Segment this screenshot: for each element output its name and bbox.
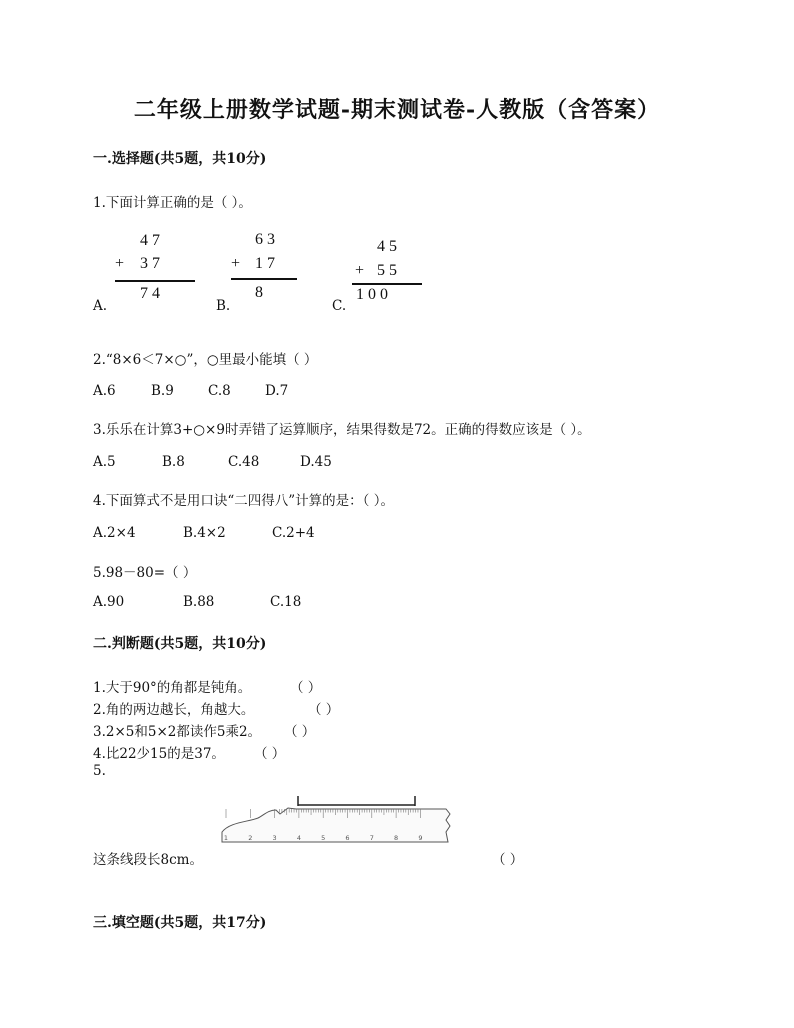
calc-b-label: B.: [216, 298, 231, 314]
ruler-tick-label: 9: [418, 834, 423, 842]
ruler-tick-label: 6: [345, 834, 350, 842]
q2-option-d[interactable]: D.7: [265, 383, 289, 399]
ruler-tick-label: 3: [272, 834, 277, 842]
q4-option-a[interactable]: A.2×4: [93, 525, 136, 541]
calc-c-line: [352, 283, 422, 285]
page-title: 二年级上册数学试题-期末测试卷-人教版（含答案）: [133, 97, 661, 123]
question-1-stem: 1.下面计算正确的是（ ）。: [93, 195, 252, 211]
ruler-tick-label: 5: [321, 834, 326, 842]
q3-option-a[interactable]: A.5: [93, 454, 116, 470]
q3-option-b[interactable]: B.8: [162, 454, 185, 470]
q2-option-c[interactable]: C.8: [208, 383, 231, 399]
calc-c-bottom: 5 5: [377, 262, 397, 279]
question-2-stem: 2.“8×6＜7×○”，○里最小能填（ ）: [93, 352, 318, 368]
judge-item-5-answer[interactable]: （ ）: [492, 852, 524, 868]
judge-item-5: 这条线段长8cm。: [93, 852, 203, 868]
q5-option-c[interactable]: C.18: [270, 594, 302, 610]
q4-option-c[interactable]: C.2+4: [272, 525, 315, 541]
q3-option-c[interactable]: C.48: [228, 454, 260, 470]
segment-bracket: [298, 796, 415, 806]
q3-option-d[interactable]: D.45: [300, 454, 332, 470]
q2-option-b[interactable]: B.9: [151, 383, 174, 399]
q5-option-a[interactable]: A.90: [93, 594, 125, 610]
ruler-tick-label: 2: [248, 834, 253, 842]
ruler-tick-label: 1: [223, 834, 229, 842]
calc-c-result: 1 0 0: [356, 286, 388, 303]
judge-item-1-answer[interactable]: （ ）: [290, 680, 322, 696]
question-5-stem: 5.98－80=（ ）: [93, 565, 197, 581]
ruler-figure: [218, 792, 458, 852]
ruler-tick-label: 4: [296, 834, 301, 842]
ruler-tick-label: 7: [369, 834, 374, 842]
q2-option-a[interactable]: A.6: [93, 383, 116, 399]
calc-b-plus: +: [231, 255, 241, 272]
q5-option-b[interactable]: B.88: [183, 594, 215, 610]
judge-item-2-answer[interactable]: （ ）: [308, 702, 340, 718]
ruler-tick-label: 8: [394, 834, 399, 842]
judge-item-5-number: 5.: [93, 763, 106, 779]
calc-b-line: [231, 278, 297, 280]
calc-a-top: 4 7: [140, 232, 160, 249]
ruler-body: [222, 808, 450, 842]
section2-heading: 二.判断题(共5题，共10分): [93, 636, 267, 652]
judge-item-4: 4.比22少15的是37。: [93, 746, 225, 762]
calc-a-plus: +: [115, 255, 125, 272]
calc-a-bottom: 3 7: [140, 255, 160, 272]
calc-b-top: 6 3: [255, 231, 275, 248]
calc-b-bottom: 1 7: [255, 255, 275, 272]
calc-a-label: A.: [93, 298, 108, 314]
judge-item-4-answer[interactable]: （ ）: [254, 746, 286, 762]
calc-b-result: 8: [255, 284, 263, 301]
section1-heading: 一.选择题(共5题，共10分): [93, 151, 267, 167]
question-3-stem: 3.乐乐在计算3+○×9时弄错了运算顺序，结果得数是72。正确的得数应该是（ ）。: [93, 422, 591, 438]
calc-c-top: 4 5: [377, 238, 397, 255]
judge-item-2: 2.角的两边越长，角越大。: [93, 702, 255, 718]
judge-item-1: 1.大于90°的角都是钝角。: [93, 680, 252, 696]
calc-c-plus: +: [355, 262, 365, 279]
judge-item-3: 3.2×5和5×2都读作5乘2。: [93, 724, 262, 740]
judge-item-3-answer[interactable]: （ ）: [284, 724, 316, 740]
calc-a-result: 7 4: [140, 285, 160, 302]
q4-option-b[interactable]: B.4×2: [183, 525, 226, 541]
section3-heading: 三.填空题(共5题，共17分): [93, 915, 267, 931]
calc-a-line: [115, 280, 195, 282]
calc-c-label: C.: [332, 298, 347, 314]
question-4-stem: 4.下面算式不是用口诀“二四得八”计算的是：（ ）。: [93, 493, 394, 509]
